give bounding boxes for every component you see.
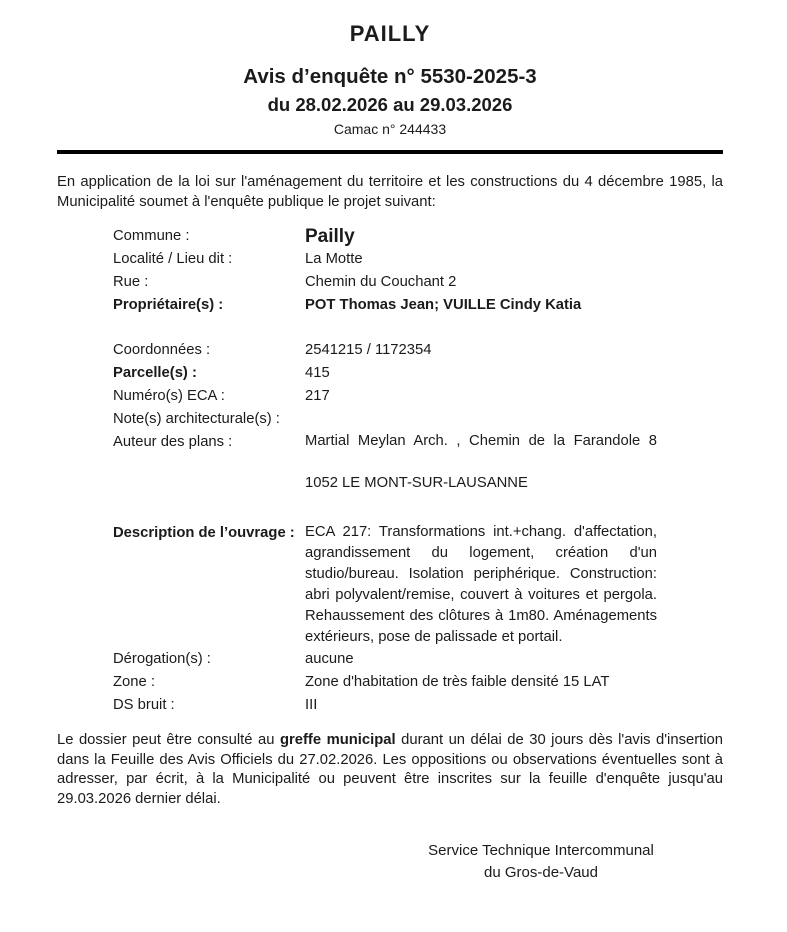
field-row-parcelles [113,362,723,385]
field-row-derogations [113,648,723,671]
camac-reference: Camac n° 244433 [333,121,447,137]
field-value-coordonnees: 2541215 / 1172354 [305,342,432,358]
commune-title: PAILLY [349,21,431,46]
field-row-localite [113,248,723,271]
field-list [57,225,723,717]
consultation-paragraph [57,731,723,809]
field-row-rue [113,271,723,294]
intro-paragraph: En application de la loi sur l'aménagement du territoire et les constructions du 4 décembre 1985, la Municipalité soumet à l'enquête publique le projet suivant: [57,174,723,210]
field-row-proprietaires [113,294,723,317]
header-divider [57,150,723,154]
enquiry-notice-document [0,20,787,932]
field-value-proprietaires: POT Thomas Jean; VUILLE Cindy Katia [305,297,582,313]
consultation-text-bold: greffe municipal [279,732,396,748]
enquiry-date-range: du 28.02.2026 au 29.03.2026 [267,94,513,115]
field-value-numero-eca: 217 [305,388,330,404]
field-row-description [113,522,723,648]
consultation-text-part2: durant un délai de 30 jours dès l'avis d'insertion dans la Feuille des Avis Officiels du 27.02.2026. Les oppositions ou observations éventuelles sont à adresser, par écrit, à la Municipalité ou peuvent être inscrites sur la feuille d'enquête jusqu'au 29.03.2026 dernier délai. [57,732,723,807]
field-value-zone: Zone d'habitation de très faible densité 15 LAT [305,674,610,690]
field-value-derogations: aucune [305,651,354,667]
field-value-auteur-des-plans [305,431,657,494]
field-label-parcelles: Parcelle(s) : [113,365,197,381]
auteur-address-line-2: 1052 LE MONT-SUR-LAUSANNE [305,475,528,491]
field-label-notes-architecturales: Note(s) architecturale(s) : [113,411,280,427]
signature-line-2: du Gros-de-Vaud [484,864,598,881]
field-label-rue: Rue : [113,274,149,290]
field-value-parcelles: 415 [305,365,330,381]
field-label-localite: Localité / Lieu dit : [113,251,233,267]
field-row-ds-bruit [113,694,723,717]
field-row-notes-architecturales [113,408,723,431]
signature-block [391,840,691,884]
field-value-ds-bruit: III [305,697,318,713]
field-row-zone [113,671,723,694]
signature-line-1: Service Technique Intercommunal [428,842,654,859]
group-spacer [113,494,723,522]
group-spacer [113,317,723,339]
field-row-commune [113,225,723,248]
field-value-commune: Pailly [305,226,355,247]
field-label-commune: Commune : [113,228,190,244]
field-row-coordonnees [113,339,723,362]
field-value-localite: La Motte [305,251,363,267]
field-row-numero-eca [113,385,723,408]
field-label-auteur-des-plans: Auteur des plans : [113,434,233,450]
field-row-auteur-des-plans [113,431,723,494]
auteur-address-line-1: Martial Meylan Arch. , Chemin de la Farandole 8 [305,433,657,449]
field-value-rue: Chemin du Couchant 2 [305,274,457,290]
field-label-zone: Zone : [113,674,155,690]
field-label-coordonnees: Coordonnées : [113,342,211,358]
field-label-numero-eca: Numéro(s) ECA : [113,388,225,404]
consultation-text-part1: Le dossier peut être consulté au [57,732,280,748]
field-label-derogations: Dérogation(s) : [113,651,211,667]
field-value-description: ECA 217: Transformations int.+chang. d'affectation, agrandissement du logement, création d'un studio/bureau. Isolation periphérique. Construction: abri polyvalent/remise, couvert à voitures et pergola. Rehaussement des clôtures à 1m80. Aménagements extérieurs, pose de palissade et portail. [305,524,657,645]
field-label-description: Description de l’ouvrage : [113,525,295,541]
field-label-ds-bruit: DS bruit : [113,697,175,713]
notice-title: Avis d’enquête n° 5530-2025-3 [243,65,537,88]
field-label-proprietaires: Propriétaire(s) : [113,297,224,313]
